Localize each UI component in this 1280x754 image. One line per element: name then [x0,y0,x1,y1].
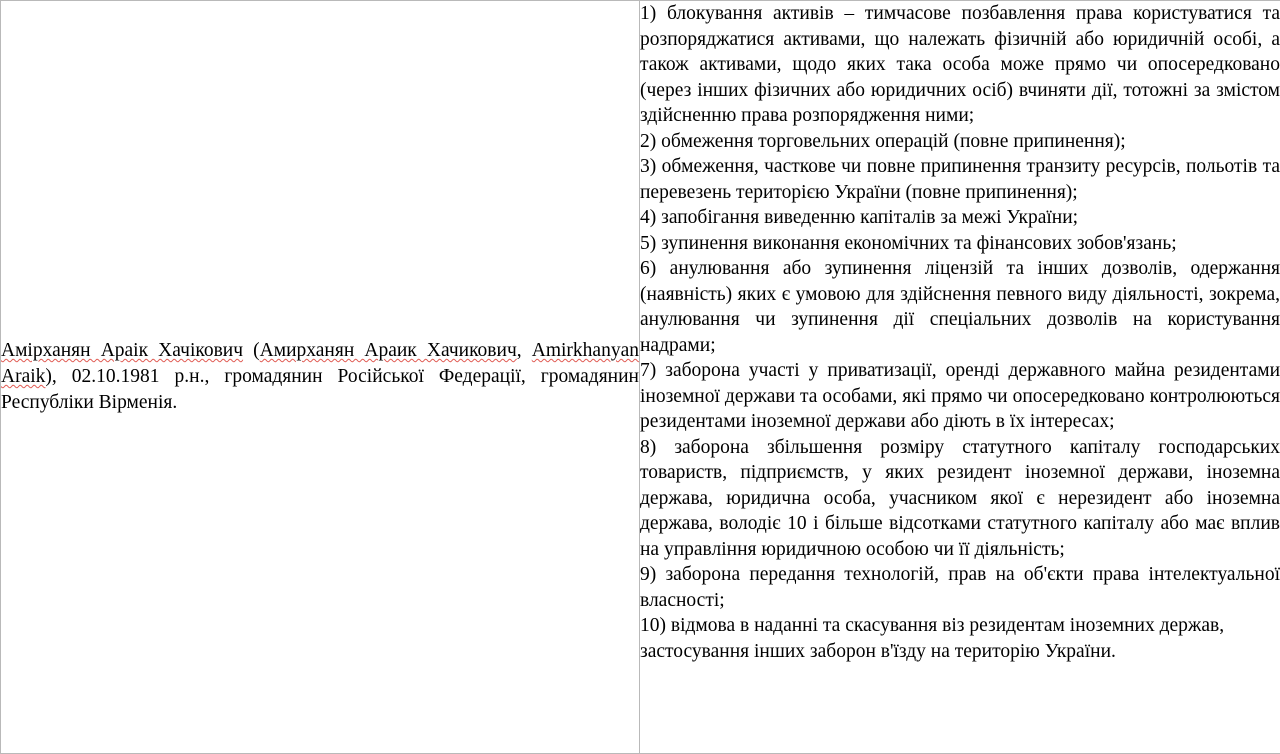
name-paren-close: ) [45,366,52,387]
measure-item: 7) заборона участі у приватизації, оренді державного майна резидентами іноземної держави та особами, які прямо чи опосередковано контролюються резидентами іноземної держави або діють в їх інтересах; [640,360,1280,432]
person-name-en: Amirkhanyan Araik [1,340,639,387]
measures-list [640,1,1280,664]
person-cell [1,1,640,754]
measure-item: 4) запобігання виведенню капіталів за межі України; [640,207,1079,228]
measure-item: 3) обмеження, часткове чи повне припинення транзиту ресурсів, польотів та перевезень територією України (повне припинення); [640,156,1280,203]
person-name-ru: Амирханян Араик Хачикович [259,340,517,361]
measures-cell [640,1,1280,754]
name-separator: , [516,340,532,361]
measure-item: 2) обмеження торговельних операцій (повне припинення); [640,130,1126,152]
person-description [1,338,639,416]
measure-item: 1) блокування активів – тимчасове позбавлення права користуватися та розпоряджатися активами, що належать фізичній або юридичній особі, а також активами, щодо яких така особа може прямо чи опосередковано (через інших фізичних або юридичних осіб) вчиняти дії, тотожні за змістом здійсненню права розпорядження ними; [640,3,1280,126]
table-row [1,1,1280,754]
person-name-uk: Амірханян Араік Хачікович [1,340,244,361]
measure-item: 6) анулювання або зупинення ліцензій та інших дозволів, одержання (наявність) яких є умовою для здійснення певного виду діяльності, зокрема, анулювання чи зупинення дії спеціальних дозволів на користування надрами; [640,258,1280,356]
measure-item: 10) відмова в наданні та скасування віз резидентам іноземних держав, застосування інших заборон в'їзду на територію України. [640,615,1225,662]
name-paren-open: ( [243,340,260,361]
measure-item: 8) заборона збільшення розміру статутного капіталу господарських товариств, підприємств, у яких резидент іноземної держави, іноземна держава, юридична особа, учасником якої є нерезидент або іноземна держава, володіє 10 і більше відсотками статутного капіталу або має вплив на управління юридичною особою чи її діяльність; [640,436,1280,560]
measure-item: 5) зупинення виконання економічних та фінансових зобов'язань; [640,232,1177,254]
person-details: , 02.10.1981 р.н., громадянин Російської Федерації, громадянин Республіки Вірменія. [1,366,639,413]
measure-item: 9) заборона передання технологій, прав на об'єкти права інтелектуальної власності; [640,564,1280,611]
